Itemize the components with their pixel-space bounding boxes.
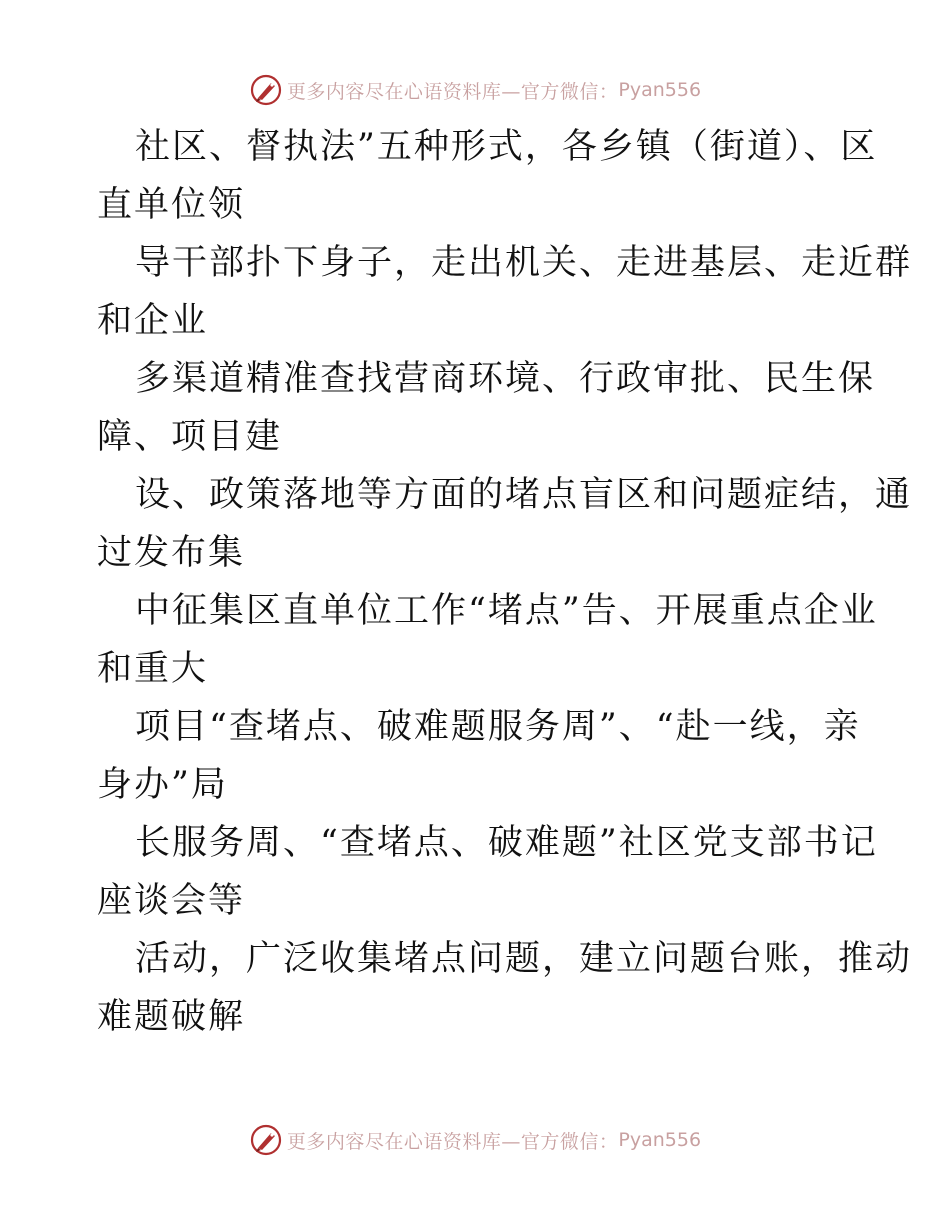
pen-nib-logo-icon <box>249 1123 283 1157</box>
paragraph-line: 多渠道精准查找营商环境、行政审批、民生保 <box>135 359 876 399</box>
header-banner-text: 更多内容尽在心语资料库—官方微信： <box>286 80 619 103</box>
paragraph-line: 和企业 <box>97 301 209 341</box>
footer-banner-text: 更多内容尽在心语资料库—官方微信： <box>286 1130 619 1153</box>
paragraph-line: 社区、督执法”五种形式，各乡镇（街道）、区 <box>135 127 878 167</box>
header-banner-id: Pyan556 <box>618 79 702 101</box>
paragraph-line: 和重大 <box>97 649 209 689</box>
footer-watermark-banner <box>0 1120 950 1160</box>
paragraph <box>97 814 878 930</box>
paragraph <box>97 118 878 234</box>
paragraph-line: 长服务周、“查堵点、破难题”社区党支部书记 <box>135 823 878 863</box>
paragraph-line: 项目“查堵点、破难题服务周”、“赴一线，亲 <box>135 707 861 747</box>
paragraph <box>97 234 913 350</box>
paragraph-line: 座谈会等 <box>97 881 246 921</box>
paragraph-line: 障、项目建 <box>97 417 283 457</box>
paragraph-line: 导干部扑下身子，走出机关、走进基层、走近群 <box>135 243 913 283</box>
paragraph-line: 设、政策落地等方面的堵点盲区和问题症结，通 <box>135 475 913 515</box>
paragraph-line: 直单位领 <box>97 185 246 225</box>
document-body <box>97 118 913 1046</box>
paragraph-line: 难题破解 <box>97 997 246 1037</box>
paragraph <box>97 466 913 582</box>
paragraph-line: 中征集区直单位工作“堵点”告、开展重点企业 <box>135 591 878 631</box>
paragraph <box>97 698 861 814</box>
footer-banner-id: Pyan556 <box>618 1129 702 1151</box>
paragraph-line: 身办”局 <box>97 765 228 805</box>
header-watermark-banner <box>0 70 950 110</box>
paragraph <box>97 582 878 698</box>
pen-nib-logo-icon <box>249 73 283 107</box>
paragraph <box>97 930 913 1046</box>
paragraph-line: 过发布集 <box>97 533 246 573</box>
paragraph-line: 活动，广泛收集堵点问题，建立问题台账，推动 <box>135 939 913 979</box>
paragraph <box>97 350 876 466</box>
